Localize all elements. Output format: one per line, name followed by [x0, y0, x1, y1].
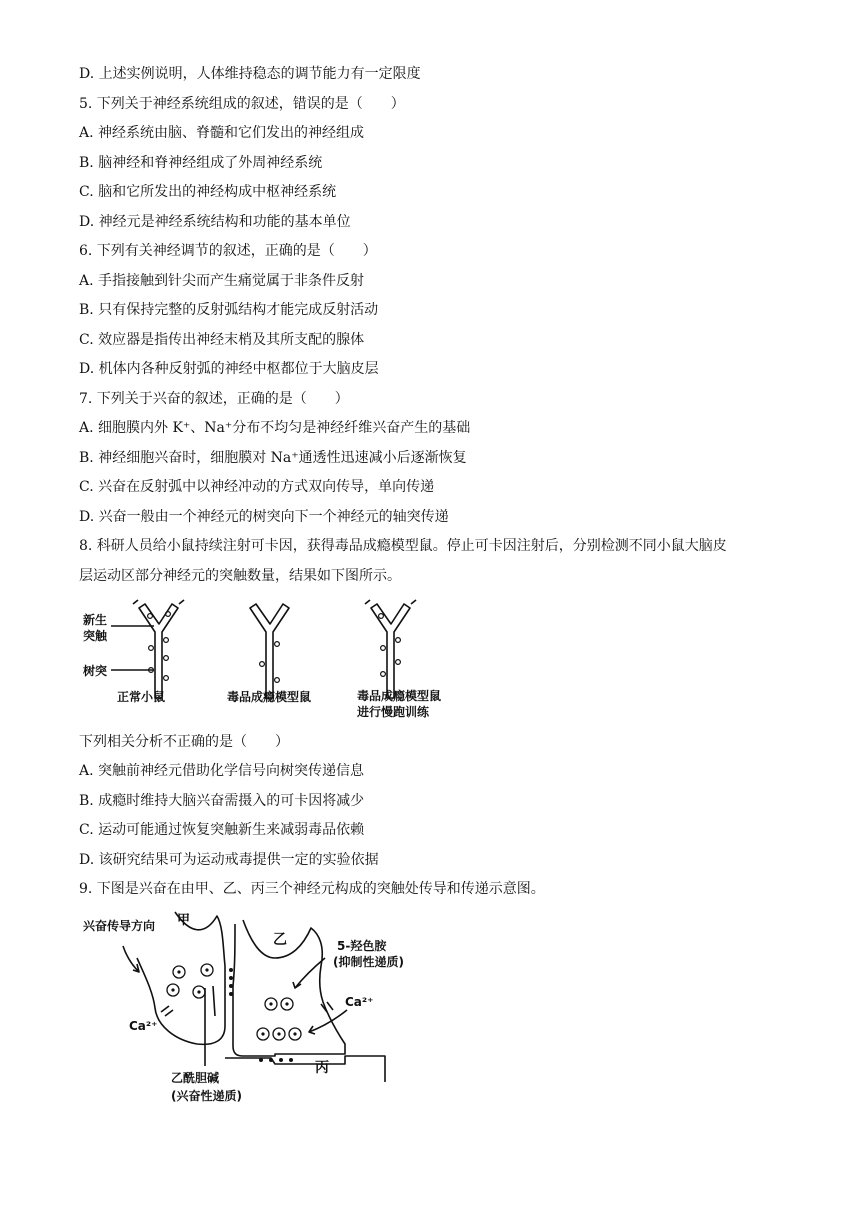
q8-option-b: B. 成瘾时维持大脑兴奋需摄入的可卡因将减少: [79, 793, 365, 809]
label-5ht-1: 5-羟色胺: [337, 939, 387, 953]
label-ca-left: Ca²⁺: [129, 1019, 158, 1033]
q6-option-d: D. 机体内各种反射弧的神经中枢都位于大脑皮层: [79, 361, 379, 377]
q5-option-a: A. 神经系统由脑、脊髓和它们发出的神经组成: [79, 125, 365, 141]
neuron-bing: [225, 1056, 385, 1082]
q8-stem-line1: 8. 科研人员给小鼠持续注射可卡因，获得毒品成瘾模型鼠。停止可卡因注射后，分别检测不同小鼠大脑皮: [79, 538, 727, 554]
q7-option-a: A. 细胞膜内外 K⁺、Na⁺分布不均匀是神经纤维兴奋产生的基础: [79, 420, 471, 436]
dendrite-normal: [133, 600, 184, 698]
label-dendrite: 树突: [83, 664, 108, 678]
dendrite-model: [250, 604, 289, 698]
q7-option-c: C. 兴奋在反射弧中以神经冲动的方式双向传导，单向传递: [79, 479, 435, 495]
q7-option-b: B. 神经细胞兴奋时，细胞膜对 Na⁺通透性迅速减小后逐渐恢复: [79, 450, 467, 466]
q4-option-d: D. 上述实例说明，人体维持稳态的调节能力有一定限度: [79, 66, 421, 82]
caption-normal-mouse: 正常小鼠: [117, 690, 166, 704]
q9-synapse-figure: [75, 906, 435, 1112]
q7-stem: 7. 下列关于兴奋的叙述，正确的是（ ）: [79, 391, 349, 407]
q7-option-d: D. 兴奋一般由一个神经元的树突向下一个神经元的轴突传递: [79, 509, 449, 525]
label-ca-right: Ca²⁺: [345, 995, 374, 1009]
q8-option-a: A. 突触前神经元借助化学信号向树突传递信息: [79, 763, 365, 779]
q8-stem-line2: 层运动区部分神经元的突触数量，结果如下图所示。: [79, 568, 401, 584]
dendrite-trained: [365, 600, 416, 698]
label-direction: 兴奋传导方向: [83, 919, 156, 933]
q8-option-c: C. 运动可能通过恢复突触新生来减弱毒品依赖: [79, 822, 365, 838]
label-new-synapse-1: 新生: [83, 613, 108, 627]
q8-synapse-figure: [75, 596, 475, 724]
q6-option-a: A. 手指接触到针尖而产生痛觉属于非条件反射: [79, 273, 365, 289]
label-new-synapse-2: 突触: [83, 629, 108, 643]
label-ach-1: 乙酰胆碱: [171, 1071, 220, 1085]
q6-stem: 6. 下列有关神经调节的叙述，正确的是（ ）: [79, 243, 377, 259]
q5-stem: 5. 下列关于神经系统组成的叙述，错误的是（ ）: [79, 96, 405, 112]
q6-option-b: B. 只有保持完整的反射弧结构才能完成反射活动: [79, 302, 379, 318]
label-ach-2: (兴奋性递质): [171, 1089, 242, 1103]
q5-option-c: C. 脑和它所发出的神经构成中枢神经系统: [79, 184, 337, 200]
q6-option-c: C. 效应器是指传出神经末梢及其所支配的腺体: [79, 332, 365, 348]
label-jia: 甲: [177, 913, 191, 928]
label-bing: 丙: [315, 1060, 329, 1076]
q8-question: 下列相关分析不正确的是（ ）: [79, 734, 289, 750]
q9-stem: 9. 下图是兴奋在由甲、乙、丙三个神经元构成的突触处传导和传递示意图。: [79, 881, 545, 897]
caption-trained-2: 进行慢跑训练: [357, 705, 430, 719]
caption-trained-1: 毒品成瘾模型鼠: [357, 689, 442, 703]
label-yi: 乙: [273, 932, 287, 948]
q5-option-d: D. 神经元是神经系统结构和功能的基本单位: [79, 214, 351, 230]
caption-model-mouse: 毒品成瘾模型鼠: [227, 690, 312, 704]
q5-option-b: B. 脑神经和脊神经组成了外周神经系统: [79, 155, 323, 171]
q8-option-d: D. 该研究结果可为运动戒毒提供一定的实验依据: [79, 852, 379, 868]
label-5ht-2: (抑制性递质): [333, 955, 404, 969]
